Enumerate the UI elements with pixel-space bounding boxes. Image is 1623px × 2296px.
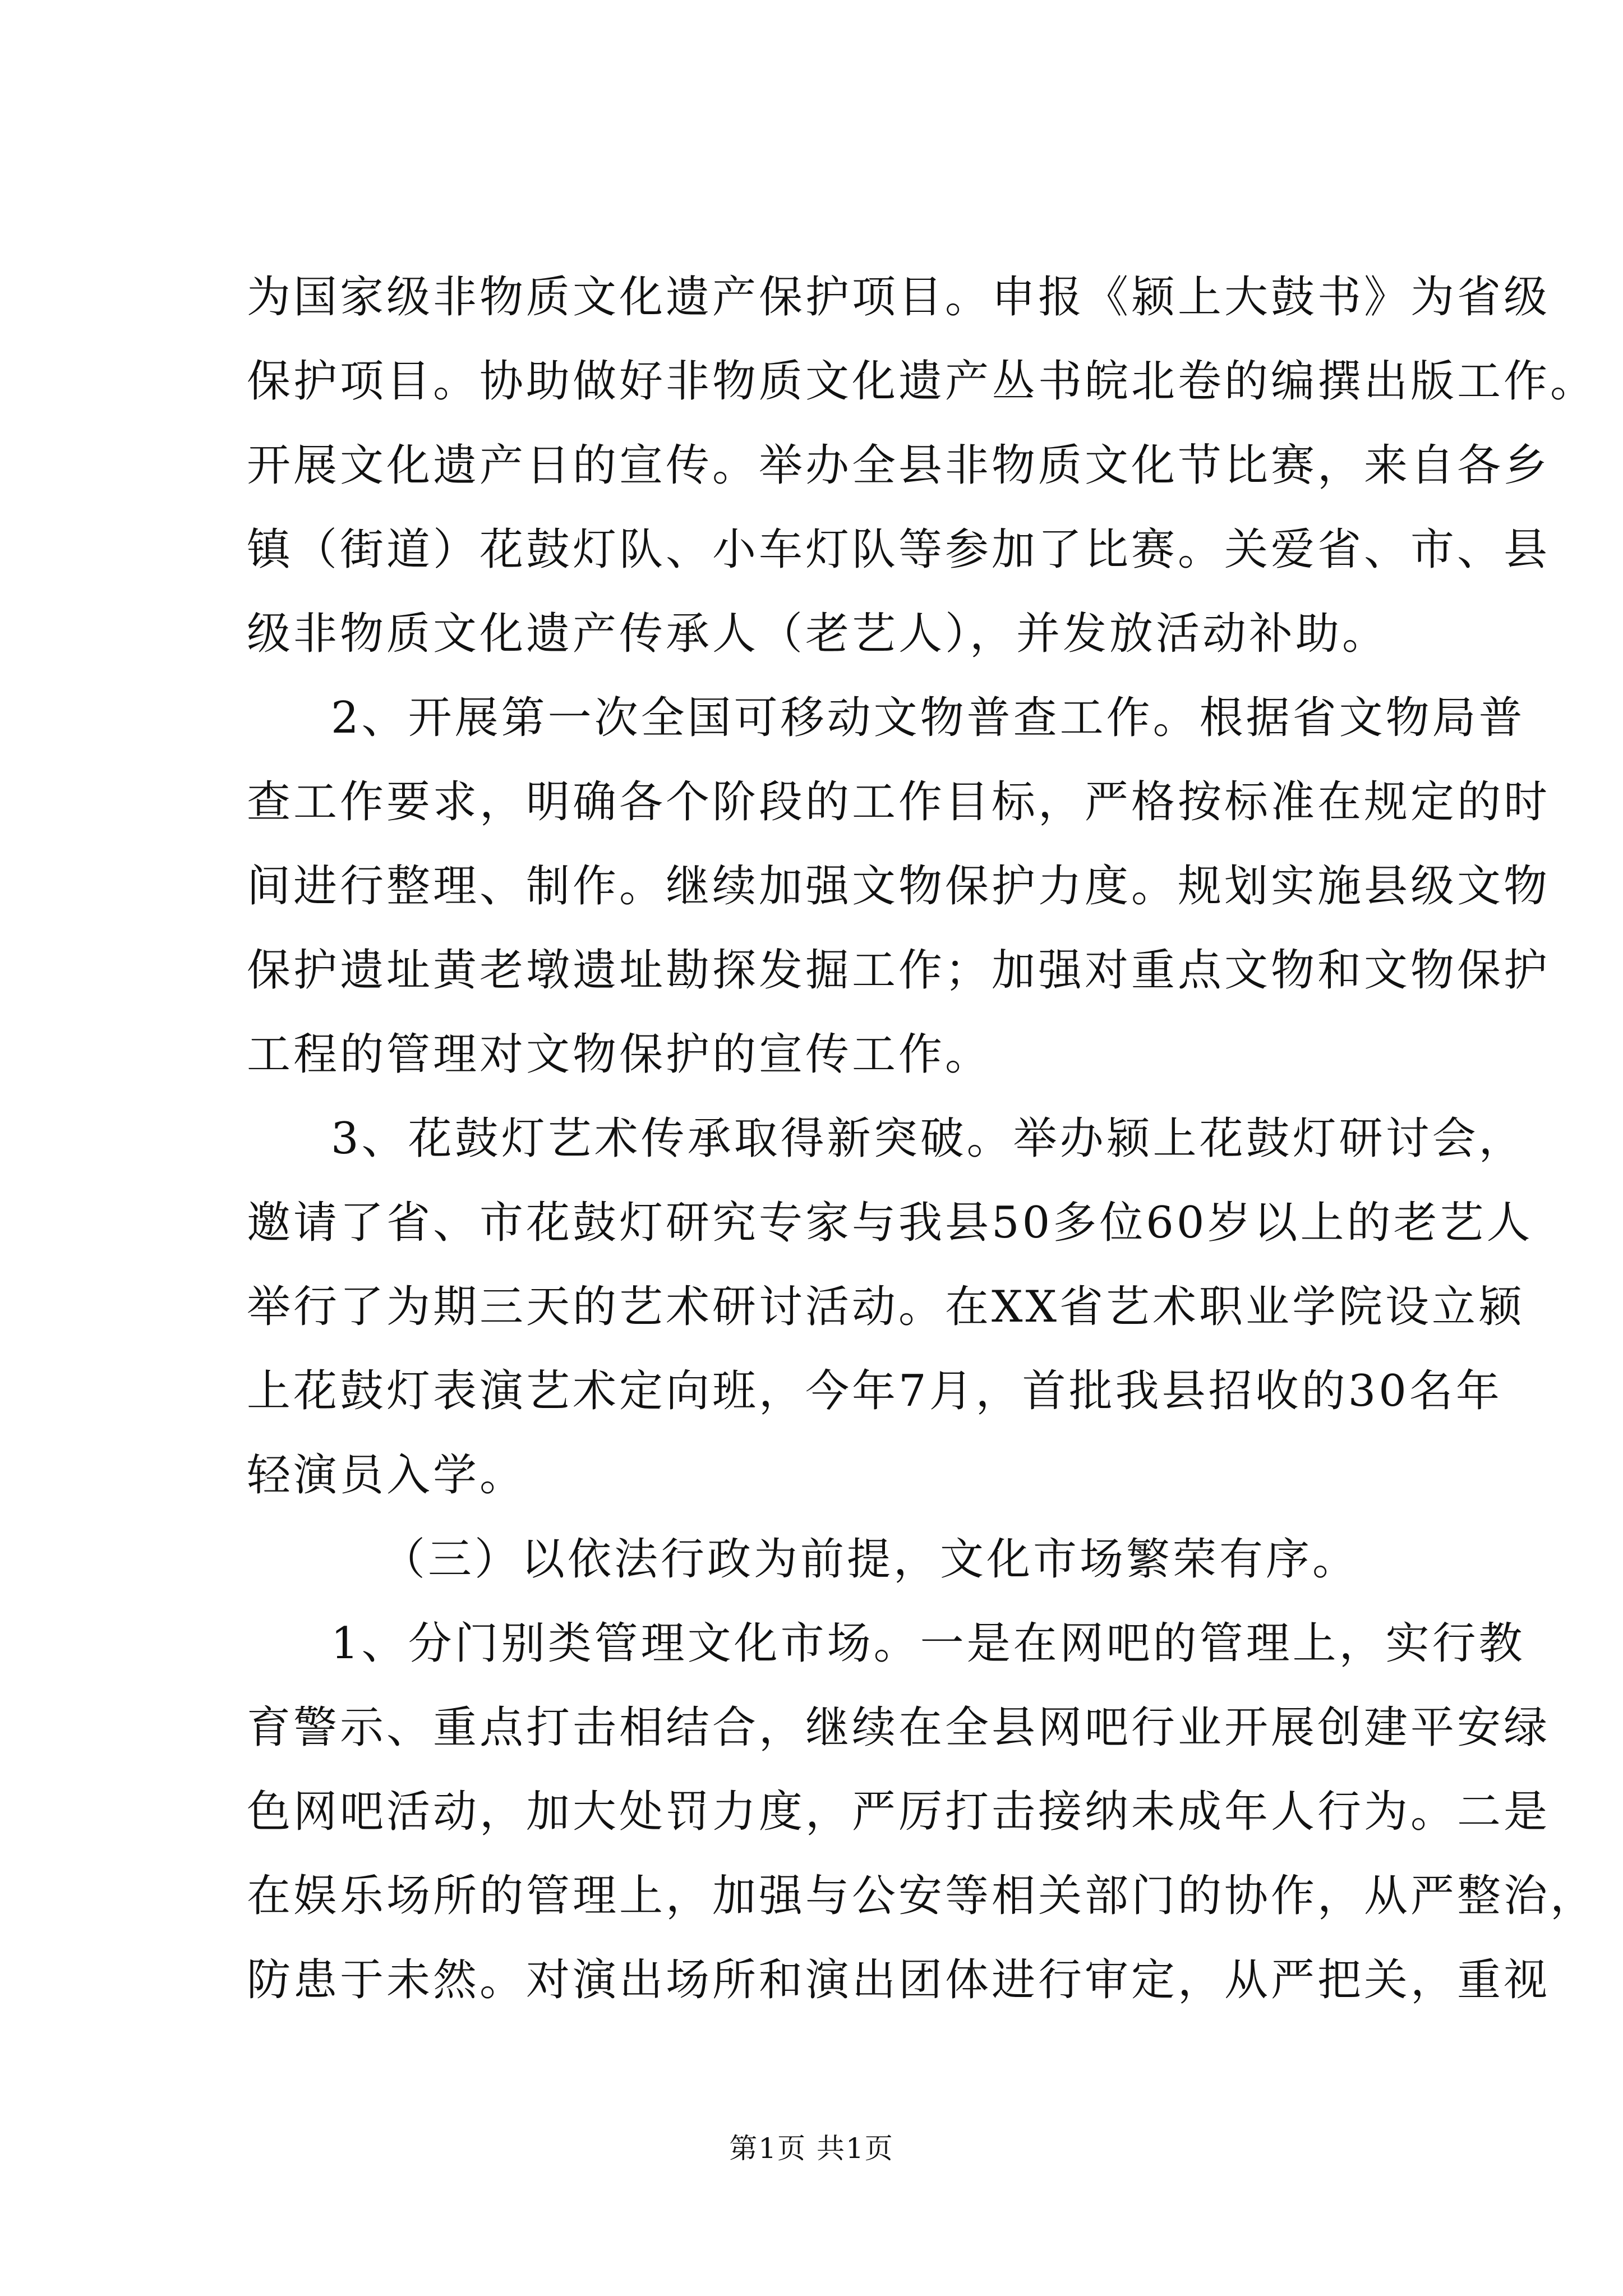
document-body [247,255,1597,2022]
text-line: 邀请了省、市花鼓灯研究专家与我县50多位60岁以上的老艺人 [247,1198,1533,1248]
text-line: 级非物质文化遗产传承人（老艺人），并发放活动补助。 [247,609,1389,659]
text-line: 保护遗址黄老墩遗址勘探发掘工作；加强对重点文物和文物保护 [247,945,1551,996]
text-line: 开展文化遗产日的宣传。举办全县非物质文化节比赛，来自各乡 [247,440,1551,491]
paragraph-start-line: 1、分门别类管理文化市场。一是在网吧的管理上，实行教 [331,1618,1525,1669]
text-line: 上花鼓灯表演艺术定向班，今年7月，首批我县招收的30名年 [247,1366,1502,1416]
section-heading: （三）以依法行政为前提，文化市场繁荣有序。 [381,1534,1359,1585]
text-line: 育警示、重点打击相结合，继续在全县网吧行业开展创建平安绿 [247,1703,1551,1753]
text-line: 间进行整理、制作。继续加强文物保护力度。规划实施县级文物 [247,861,1551,912]
text-line: 工程的管理对文物保护的宣传工作。 [247,1029,992,1080]
text-line: 色网吧活动，加大处罚力度，严厉打击接纳未成年人行为。二是 [247,1787,1551,1837]
text-line: 为国家级非物质文化遗产保护项目。申报《颍上大鼓书》为省级 [247,272,1551,323]
text-line: 镇（街道）花鼓灯队、小车灯队等参加了比赛。关爱省、市、县 [247,524,1551,575]
text-line: 查工作要求，明确各个阶段的工作目标，严格按标准在规定的时 [247,777,1551,827]
text-line: 保护项目。协助做好非物质文化遗产丛书皖北卷的编撰出版工作。 [247,356,1597,407]
text-line: 轻演员入学。 [247,1450,527,1501]
page-footer: 第1页 共1页 [729,2132,894,2165]
text-line: 举行了为期三天的艺术研讨活动。在XX省艺术职业学院设立颍 [247,1282,1525,1332]
text-line: 在娱乐场所的管理上，加强与公安等相关部门的协作，从严整治， [247,1871,1597,1921]
paragraph-start-line: 3、花鼓灯艺术传承取得新突破。举办颍上花鼓灯研讨会， [331,1114,1525,1164]
text-line: 防患于未然。对演出场所和演出团体进行审定，从严把关，重视 [247,1955,1551,2005]
paragraph-start-line: 2、开展第一次全国可移动文物普查工作。根据省文物局普 [331,693,1525,743]
